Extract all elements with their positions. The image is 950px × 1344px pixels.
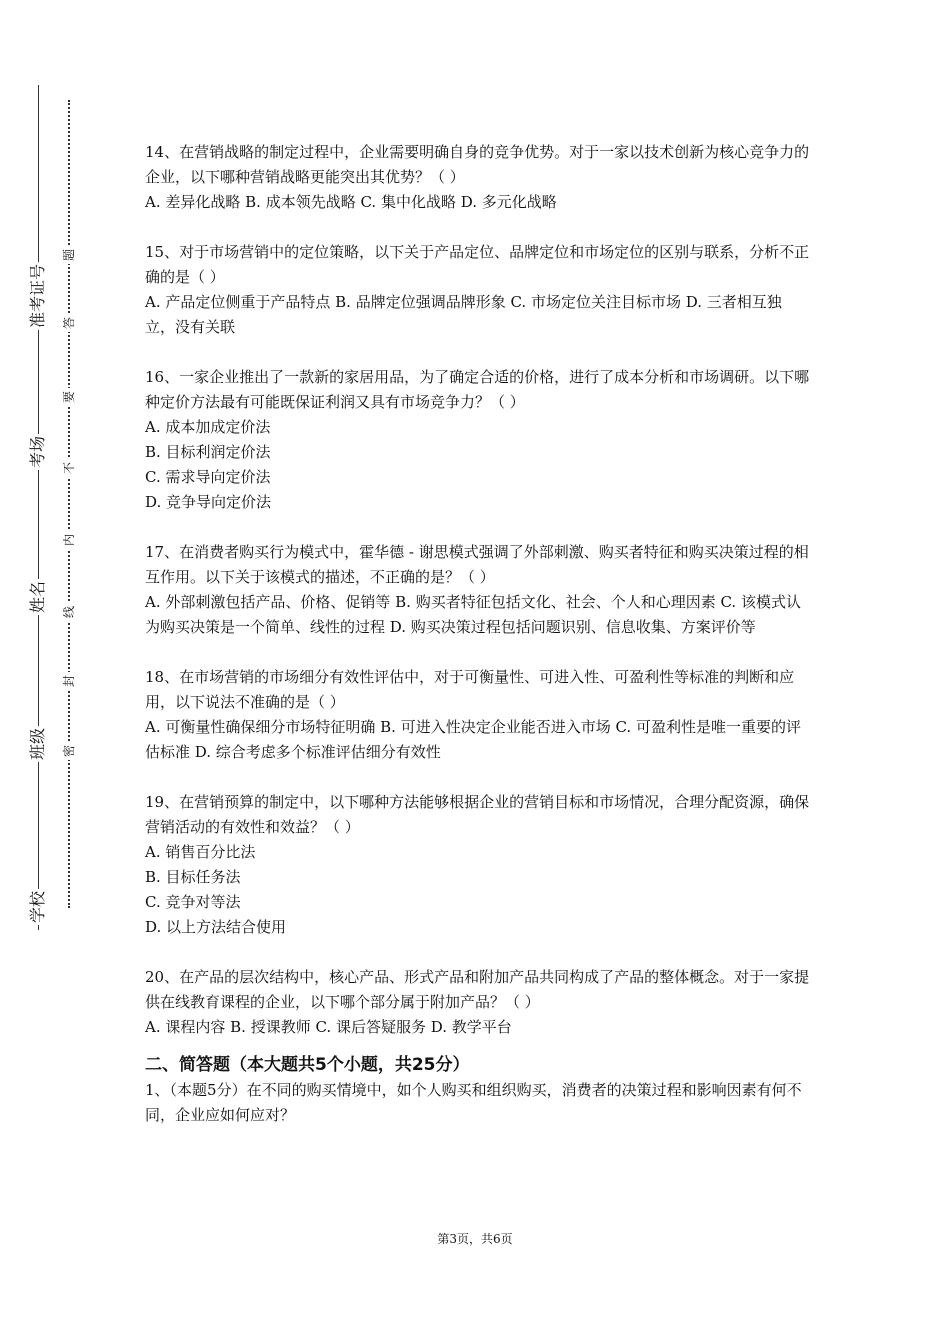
field-label-name: 姓名 xyxy=(24,579,52,615)
option-b: B. 目标利润定价法 xyxy=(145,443,271,461)
question-stem: 19、在营销预算的制定中，以下哪种方法能够根据企业的营销目标和市场情况，合理分配资源，确保营销活动的有效性和效益？（ ） xyxy=(145,793,810,836)
option-d: D. 以上方法结合使用 xyxy=(145,918,287,936)
question-stem: 15、对于市场营销中的定位策略，以下关于产品定位、品牌定位和市场定位的区别与联系，分析不正确的是（ ） xyxy=(145,243,810,286)
question-options: A. 产品定位侧重于产品特点 B. 品牌定位强调品牌形象 C. 市场定位关注目标市场 D. 三者相互独立，没有关联 xyxy=(145,293,782,336)
question-options: A. 外部刺激包括产品、价格、促销等 B. 购买者特征包括文化、社会、个人和心理因素 C. 该模式认为购买决策是一个简单、线性的过程 D. 购买决策过程包括问题识别、信息收集、方案评价等 xyxy=(145,593,801,636)
question-stem: 16、一家企业推出了一款新的家居用品，为了确定合适的价格，进行了成本分析和市场调研。以下哪种定价方法最有可能既保证利润又具有市场竞争力？（ ） xyxy=(145,368,810,411)
field-label-exam-number: 准考证号 xyxy=(24,262,52,330)
binding-solid-line xyxy=(38,85,39,930)
question-20 xyxy=(145,965,810,1040)
seal-char: 不 xyxy=(60,459,78,477)
option-c: C. 竞争对等法 xyxy=(145,893,241,911)
question-17 xyxy=(145,540,810,640)
seal-char: 内 xyxy=(60,531,78,549)
section-title-short-answer: 二、简答题（本大题共5个小题，共25分） xyxy=(145,1055,470,1075)
seal-char: 题 xyxy=(60,246,78,264)
seal-char: 封 xyxy=(60,672,78,690)
binding-strip xyxy=(0,0,100,1344)
seal-char: 答 xyxy=(60,314,78,332)
question-stem: 14、在营销战略的制定过程中，企业需要明确自身的竞争优势。对于一家以技术创新为核心竞争力的企业，以下哪种营销战略更能突出其优势？（ ） xyxy=(145,143,810,186)
seal-char: 要 xyxy=(60,388,78,406)
seal-dotted-line xyxy=(68,100,70,908)
question-options: A. 课程内容 B. 授课教师 C. 课后答疑服务 D. 教学平台 xyxy=(145,1018,512,1036)
question-options: A. 可衡量性确保细分市场特征明确 B. 可进入性决定企业能否进入市场 C. 可盈利性是唯一重要的评估标准 D. 综合考虑多个标准评估细分有效性 xyxy=(145,718,801,761)
option-c: C. 需求导向定价法 xyxy=(145,468,271,486)
option-a: A. 销售百分比法 xyxy=(145,843,256,861)
question-stem: 17、在消费者购买行为模式中，霍华德 - 谢思模式强调了外部刺激、购买者特征和购买决策过程的相互作用。以下关于该模式的描述，不正确的是？（ ） xyxy=(145,543,809,586)
short-answer-question-1: 1、（本题5分）在不同的购买情境中，如个人购买和组织购买，消费者的决策过程和影响因素有何不同，企业应如何应对？ xyxy=(145,1081,802,1124)
seal-char: 密 xyxy=(60,742,78,760)
question-options: A. 差异化战略 B. 成本领先战略 C. 集中化战略 D. 多元化战略 xyxy=(145,193,557,211)
question-stem: 20、在产品的层次结构中，核心产品、形式产品和附加产品共同构成了产品的整体概念。对于一家提供在线教育课程的企业，以下哪个部分属于附加产品？（ ） xyxy=(145,968,810,1011)
seal-char: 线 xyxy=(60,603,78,621)
question-18 xyxy=(145,665,810,765)
option-b: B. 目标任务法 xyxy=(145,868,241,886)
question-stem: 18、在市场营销的市场细分有效性评估中，对于可衡量性、可进入性、可盈利性等标准的判断和应用，以下说法不准确的是（ ） xyxy=(145,668,795,711)
field-label-school: 学校 xyxy=(24,889,52,925)
page-footer: 第3页，共6页 xyxy=(437,1232,513,1246)
option-d: D. 竞争导向定价法 xyxy=(145,493,272,511)
exam-content xyxy=(145,140,810,1128)
question-19 xyxy=(145,790,810,940)
option-a: A. 成本加成定价法 xyxy=(145,418,271,436)
field-label-class: 班级 xyxy=(24,726,52,762)
question-16 xyxy=(145,365,810,515)
question-14 xyxy=(145,140,810,215)
field-label-exam-room: 考场 xyxy=(24,434,52,470)
question-15 xyxy=(145,240,810,340)
